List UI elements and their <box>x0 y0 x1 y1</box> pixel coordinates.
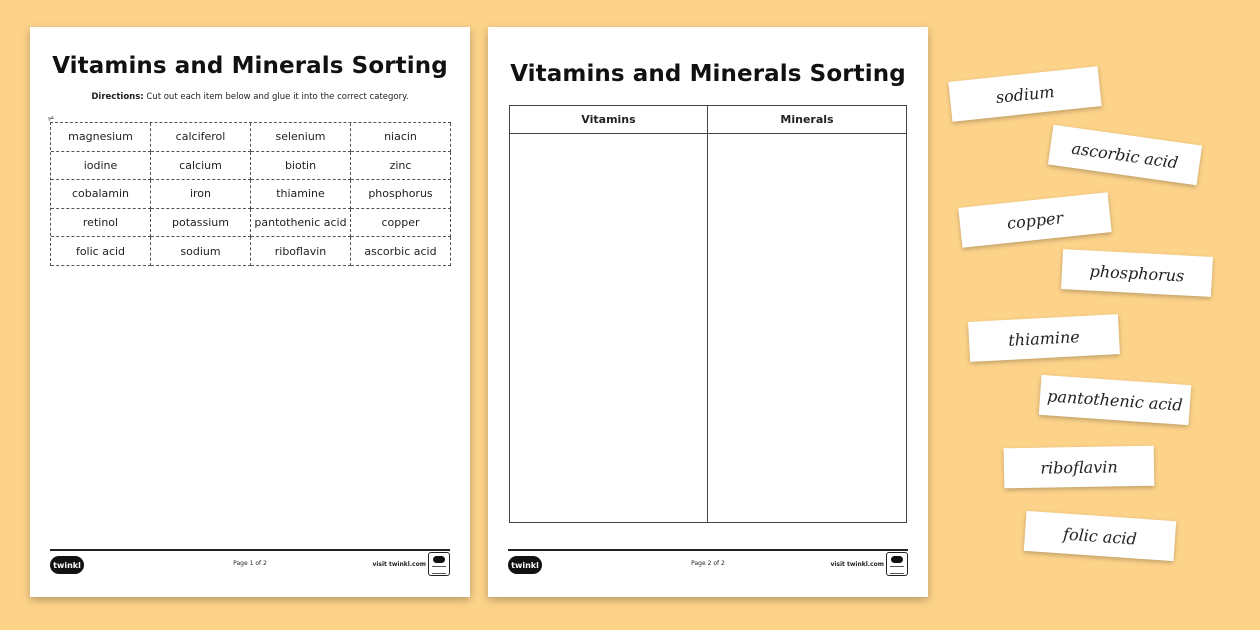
cut-card-pantothenic-acid[interactable]: pantothenic acid <box>1039 375 1191 425</box>
cut-item: riboflavin <box>251 237 351 266</box>
quality-badge-icon <box>428 552 450 576</box>
cut-item: retinol <box>51 209 151 238</box>
cut-item: pantothenic acid <box>251 209 351 238</box>
cut-card-folic-acid[interactable]: folic acid <box>1024 511 1176 561</box>
cut-card-copper[interactable]: copper <box>958 192 1111 247</box>
page-title: Vitamins and Minerals Sorting <box>52 53 448 79</box>
cut-item: iodine <box>51 152 151 181</box>
cut-item: folic acid <box>51 237 151 266</box>
cut-item: calciferol <box>151 123 251 152</box>
cut-item: selenium <box>251 123 351 152</box>
sorting-table <box>509 105 907 523</box>
directions-label: Directions: <box>91 92 144 102</box>
page-title: Vitamins and Minerals Sorting <box>510 61 906 87</box>
page-footer <box>50 549 450 579</box>
visit-link: visit twinkl.com <box>372 561 426 568</box>
cut-card-riboflavin[interactable]: riboflavin <box>1004 446 1155 489</box>
cut-item: zinc <box>351 152 451 181</box>
cut-item: phosphorus <box>351 180 451 209</box>
minerals-drop-area <box>708 134 906 522</box>
directions-text: Cut out each item below and glue it into the correct category. <box>143 92 409 102</box>
twinkl-logo: twinkl <box>508 556 542 574</box>
cut-card-phosphorus[interactable]: phosphorus <box>1061 249 1213 297</box>
worksheet-page-2 <box>488 27 928 597</box>
cut-item: thiamine <box>251 180 351 209</box>
visit-link: visit twinkl.com <box>830 561 884 568</box>
cut-item: niacin <box>351 123 451 152</box>
cut-item: calcium <box>151 152 251 181</box>
column-header-minerals: Minerals <box>708 106 906 134</box>
cut-item: cobalamin <box>51 180 151 209</box>
directions <box>30 92 470 102</box>
page-number: Page 2 of 2 <box>691 560 725 567</box>
page-footer <box>508 549 908 579</box>
cut-item: sodium <box>151 237 251 266</box>
cut-card-ascorbic-acid[interactable]: ascorbic acid <box>1048 125 1202 185</box>
cut-card-thiamine[interactable]: thiamine <box>968 314 1120 362</box>
column-header-vitamins: Vitamins <box>510 106 708 134</box>
cut-item: copper <box>351 209 451 238</box>
quality-badge-icon <box>886 552 908 576</box>
page-number: Page 1 of 2 <box>233 560 267 567</box>
scissors-icon: ✂ <box>46 113 57 124</box>
worksheet-page-1 <box>30 27 470 597</box>
cut-out-grid <box>50 122 451 266</box>
cut-item: potassium <box>151 209 251 238</box>
cut-item: ascorbic acid <box>351 237 451 266</box>
cut-card-sodium[interactable]: sodium <box>948 66 1101 121</box>
twinkl-logo: twinkl <box>50 556 84 574</box>
cut-item: biotin <box>251 152 351 181</box>
cut-item: magnesium <box>51 123 151 152</box>
cut-item: iron <box>151 180 251 209</box>
vitamins-drop-area <box>510 134 708 522</box>
